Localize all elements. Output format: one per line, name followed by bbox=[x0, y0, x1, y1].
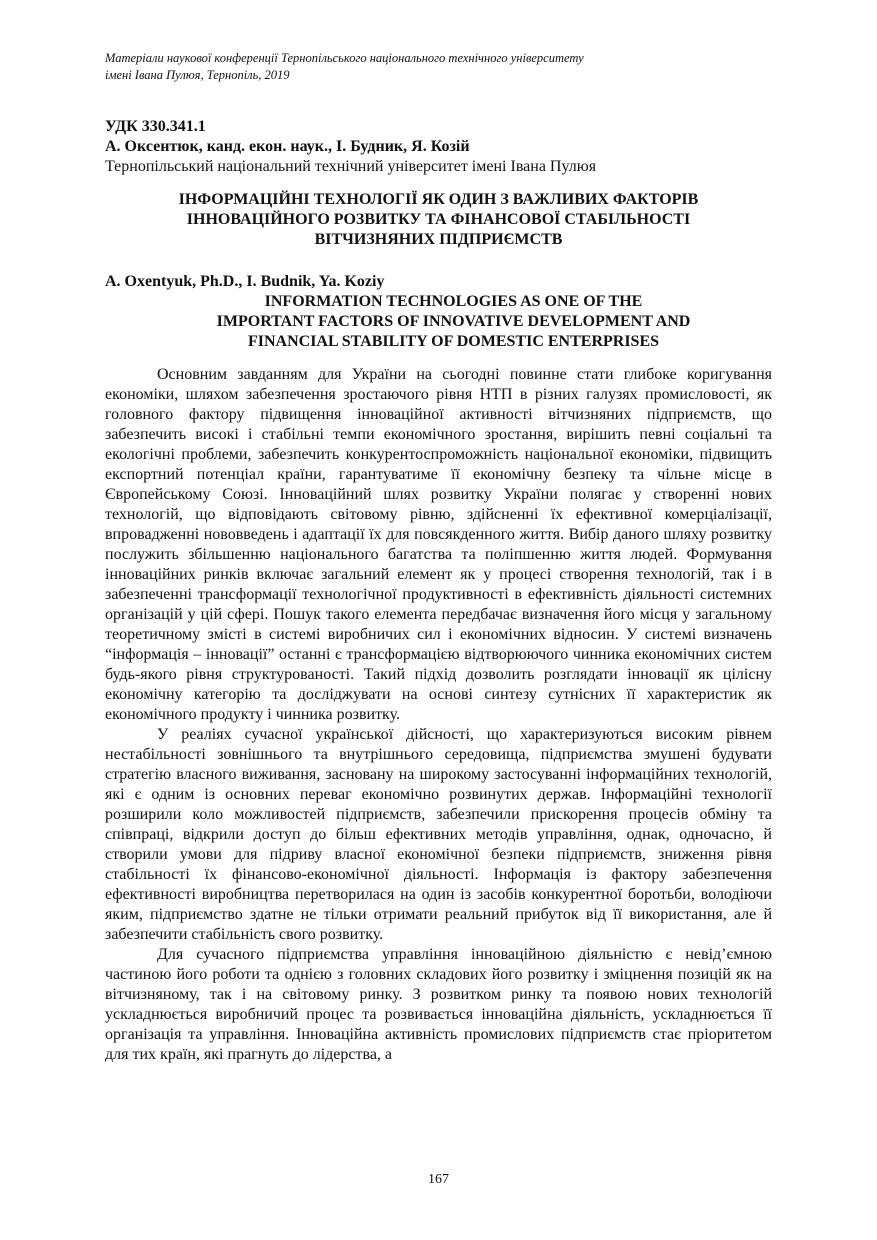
title-english: INFORMATION TECHNOLOGIES AS ONE OF THE IMPORTANT FACTORS OF INNOVATIVE DEVELOPMENT AND FINANCIAL STABILITY OF DOMESTIC ENTERPRISES bbox=[216, 293, 691, 350]
paper-page bbox=[105, 50, 772, 1065]
paragraph-1: Основним завданням для України на сьогодні повинне стати глибоке коригування економіки, шляхом забезпечення зростаючого рівня НТП в різних галузях промисловості, як головного фактору підвищення інноваційної активності вітчизняних підприємств, що забезпечить високі і стабільні темпи економічного зростання, вирішить певні соціальні та екологічні проблеми, забезпечить конкурентоспроможність національної економіки, підвищить експортний потенціал країни, гарантуватиме її економічну безпеку та чільне місце в Європейському Союзі. Інноваційний шлях розвитку України полягає у створенні нових технологій, що відповідають світовому рівню, здійсненні їх ефективної комерціалізації, впровадженні нововведень і адаптації їх для повсякденного життя. Вибір даного шляху розвитку послужить збільшенню національного багатства та поліпшенню життя людей. Формування інноваційних ринків включає загальний елемент як у процесі створення технологій, так і в забезпеченні трансформації технологічної продуктивності в ефективність діяльності системних організацій у цій сфері. Пошук такого елемента передбачає визначення його місця у загальному теоретичному змісті в системі виробничих сил і економічних відносин. У системі визначень “інформація – інновації” останні є трансформацією відтворюючого чинника економічних систем будь-якого рівня структурованості. Такий підхід дозволить розглядати інновації як цілісну економічну категорію та досліджувати на основі синтезу сутнісних її характеристик як економічного продукту і чинника розвитку. bbox=[105, 366, 772, 723]
conference-header-line-1: Матеріали наукової конференції Тернопільського національного технічного університету bbox=[105, 51, 584, 65]
authors-ukrainian: А. Оксентюк, канд. екон. наук., І. Будник, Я. Козій bbox=[105, 138, 470, 155]
paragraph-3: Для сучасного підприємства управління інноваційною діяльністю є невід’ємною частиною його роботи та однією з головних складових його розвитку і зміцнення позицій як на вітчизняному, так і на світовому ринку. З розвитком ринку та появою нових технологій ускладнюється виробничий процес та розвивається інноваційна діяльність, ускладнюється її організація та управління. Інноваційна активність промислових підприємств стає пріоритетом для тих країн, які прагнуть до лідерства, а bbox=[105, 946, 772, 1063]
paragraph-2: У реаліях сучасної української дійсності, що характеризуються високим рівнем нестабільності зовнішнього та внутрішнього середовища, підприємства змушені будувати стратегію власного виживання, засновану на широкому застосуванні інформаційних технологій, які є одним із основних переваг економічно розвинутих держав. Інформаційні технології розширили коло можливостей підприємств, забезпечили прискорення процесів обміну та співпраці, відкрили доступ до більш ефективних методів управління, однак, одночасно, й створили умови для підриву власної економічної безпеки підприємств, зниження рівня стабільності їх фінансово-економічної діяльності. Інформація із фактору забезпечення ефективності виробництва перетворилася на один із засобів конкурентної боротьби, володіючи яким, підприємство здатне не тільки отримати реальний прибуток від її використання, але й забезпечити стабільність свого розвитку. bbox=[105, 726, 772, 943]
title-ukrainian: ІНФОРМАЦІЙНІ ТЕХНОЛОГІЇ ЯК ОДИН З ВАЖЛИВИХ ФАКТОРІВ ІННОВАЦІЙНОГО РОЗВИТКУ ТА ФІНАНСОВОЇ СТАБІЛЬНОСТІ ВІТЧИЗНЯНИХ ПІДПРИЄМСТВ bbox=[178, 191, 699, 248]
udc-code: УДК 330.341.1 bbox=[105, 118, 206, 135]
authors-english: A. Oxentyuk, Ph.D., I. Budnik, Ya. Koziy bbox=[105, 273, 385, 290]
page-number: 167 bbox=[428, 1172, 449, 1187]
conference-header-line-2: імені Івана Пулюя, Тернопіль, 2019 bbox=[105, 68, 290, 82]
conference-header bbox=[105, 50, 772, 84]
affiliation: Тернопільський національний технічний університет імені Івана Пулюя bbox=[105, 158, 597, 175]
body-text bbox=[105, 365, 772, 1065]
